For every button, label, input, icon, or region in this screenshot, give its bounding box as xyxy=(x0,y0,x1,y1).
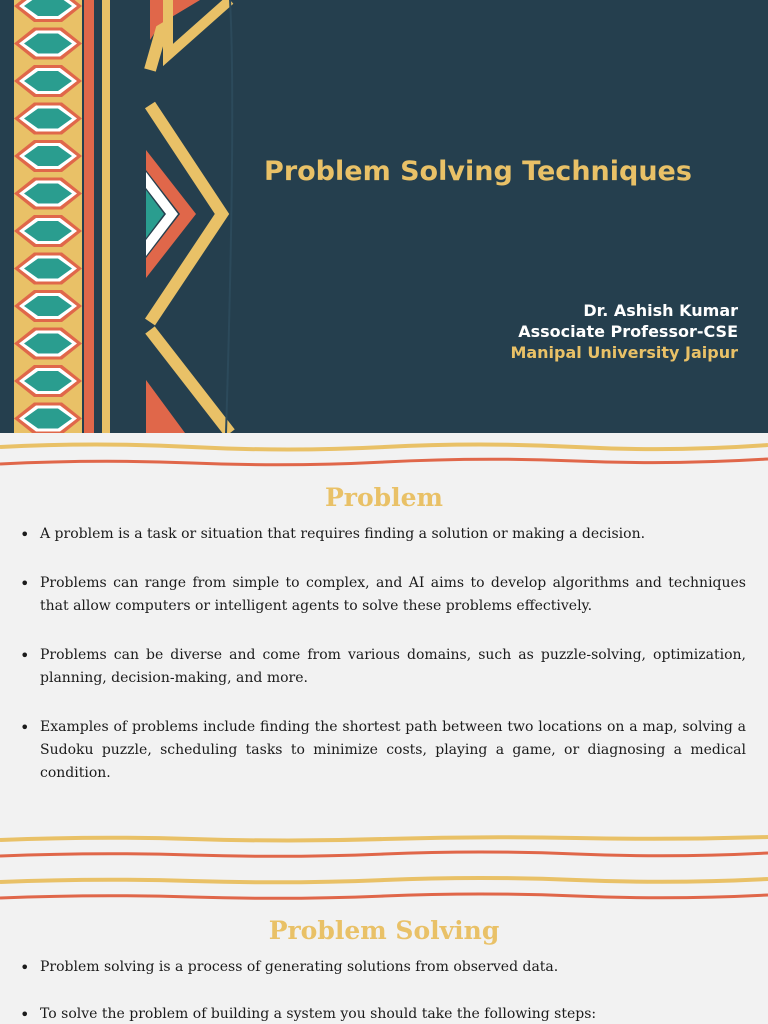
author-position: Associate Professor-CSE xyxy=(518,322,738,341)
problem-solving-slide xyxy=(0,828,768,1024)
tribal-border-pattern xyxy=(0,0,240,433)
problem-slide xyxy=(0,433,768,826)
bullet-item: • A problem is a task or situation that requires finding a solution or making a decision. xyxy=(20,523,746,546)
bullet-item: • Problems can range from simple to complex, and AI aims to develop algorithms and techniques that allow computers or intelligent agents to solve these problems effectively. xyxy=(20,572,746,618)
title-slide xyxy=(0,0,768,433)
author-institution: Manipal University Jaipur xyxy=(510,343,738,362)
wavy-lines-top xyxy=(0,439,768,469)
author-name: Dr. Ashish Kumar xyxy=(583,301,738,320)
presentation-title: Problem Solving Techniques xyxy=(264,156,692,187)
slide-heading: Problem xyxy=(325,483,443,512)
bullet-item: • Problem solving is a process of generating solutions from observed data. xyxy=(20,956,746,979)
bullet-item: • To solve the problem of building a system you should take the following steps: xyxy=(20,1003,746,1024)
bullet-list xyxy=(20,523,746,811)
bullet-item: • Problems can be diverse and come from various domains, such as puzzle-solving, optimization, planning, decision-making, and more. xyxy=(20,644,746,690)
slide-heading: Problem Solving xyxy=(268,916,500,945)
bullet-list xyxy=(20,956,746,1024)
wavy-lines-bottom xyxy=(0,832,768,902)
author-block xyxy=(510,300,738,363)
bullet-item: • Examples of problems include finding the shortest path between two locations on a map, solving a Sudoku puzzle, scheduling tasks to minimize costs, playing a game, or diagnosing a medical condition. xyxy=(20,716,746,785)
